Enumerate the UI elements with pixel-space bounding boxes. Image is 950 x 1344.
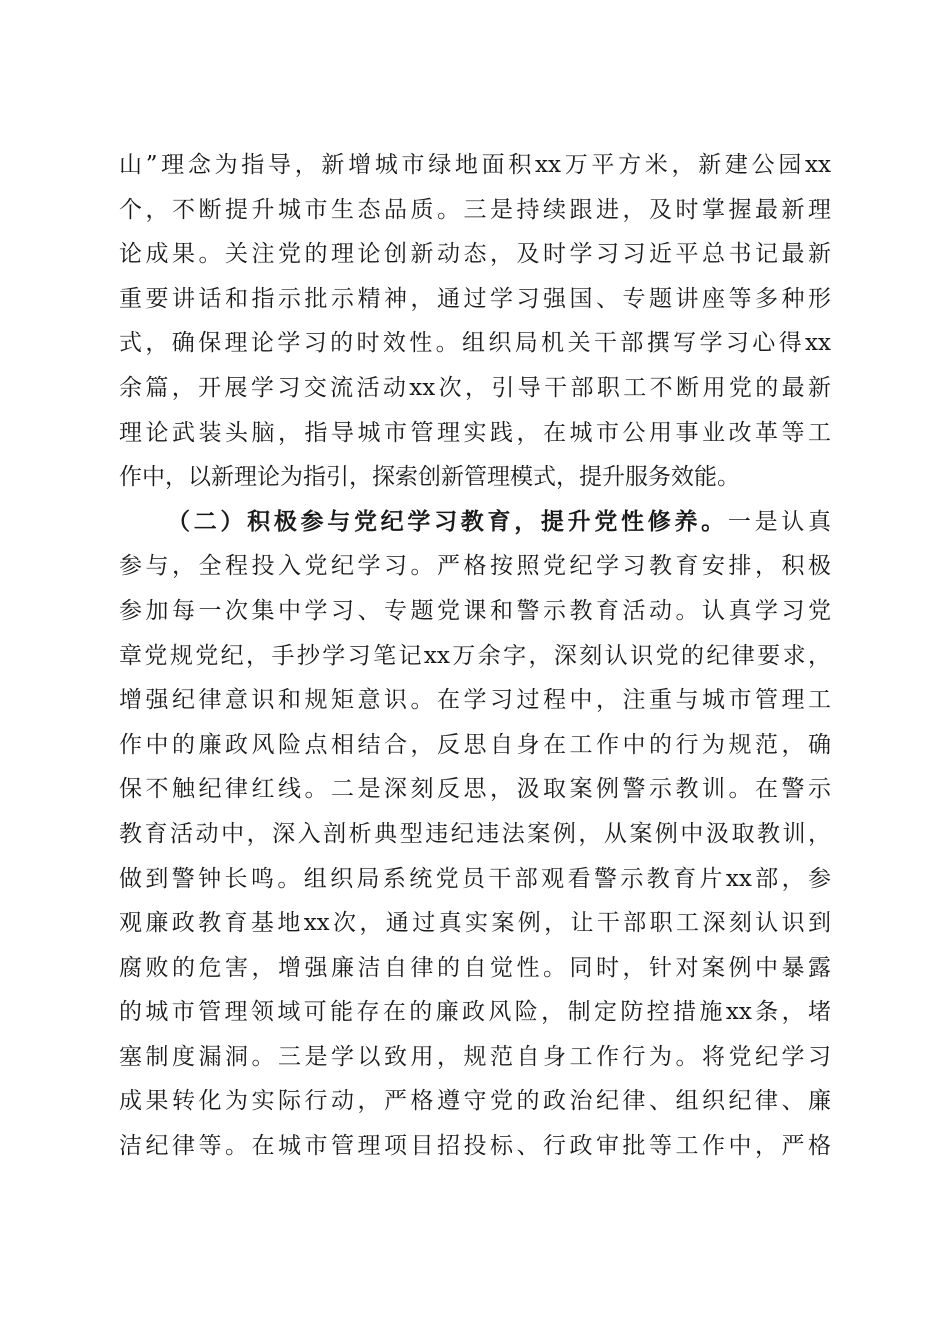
- paragraph-2-line: 塞制度漏洞。三是学以致用，规范自身工作行为。将党纪学习: [119, 1043, 831, 1070]
- paragraph-2-line: 教育活动中，深入剖析典型违纪违法案例，从案例中汲取教训，: [119, 820, 831, 847]
- paragraph-2-line: 做到警钟长鸣。组织局系统党员干部观看警示教育片xx部，参: [119, 865, 831, 892]
- paragraph-1: [119, 143, 831, 500]
- paragraph-2-first-line: [119, 500, 831, 545]
- paragraph-2-line: 章党规党纪，手抄学习笔记xx万余字，深刻认识党的纪律要求，: [119, 642, 831, 669]
- paragraph-2-line: 洁纪律等。在城市管理项目招投标、行政审批等工作中，严格: [119, 1133, 831, 1160]
- paragraph-2-line: 腐败的危害，增强廉洁自律的自觉性。同时，针对案例中暴露: [119, 954, 831, 981]
- paragraph-2-line: 成果转化为实际行动，严格遵守党的政治纪律、组织纪律、廉: [119, 1088, 831, 1115]
- paragraph-2-first-line-text: 一是认真: [727, 508, 831, 535]
- paragraph-2-line: 参与，全程投入党纪学习。严格按照党纪学习教育安排，积极: [119, 553, 831, 580]
- paragraph-2-line: 作中的廉政风险点相结合，反思自身在工作中的行为规范，确: [119, 731, 831, 758]
- paragraph-2-line: 观廉政教育基地xx次，通过真实案例，让干部职工深刻认识到: [119, 910, 831, 937]
- document-body: [119, 143, 831, 1169]
- paragraph-2-line: 保不触纪律红线。二是深刻反思，汲取案例警示教训。在警示: [119, 776, 831, 803]
- section-heading: （二）积极参与党纪学习教育，提升党性修养。: [167, 507, 728, 535]
- paragraph-2-line: 参加每一次集中学习、专题党课和警示教育活动。认真学习党: [119, 597, 831, 624]
- paragraph-1-line: 论成果。关注党的理论创新动态，及时学习习近平总书记最新: [119, 241, 831, 268]
- paragraph-2: [119, 500, 831, 1169]
- paragraph-2-line: 的城市管理领域可能存在的廉政风险，制定防控措施xx条，堵: [119, 999, 831, 1026]
- paragraph-1-line: 山”理念为指导，新增城市绿地面积xx万平方米，新建公园xx: [119, 152, 831, 178]
- paragraph-1-line: 重要讲话和指示批示精神，通过学习强国、专题讲座等多种形: [119, 285, 831, 312]
- paragraph-2-line: 增强纪律意识和规矩意识。在学习过程中，注重与城市管理工: [119, 687, 831, 714]
- paragraph-1-line: 理论武装头脑，指导城市管理实践，在城市公用事业改革等工: [119, 419, 831, 446]
- paragraph-1-line: 个，不断提升城市生态品质。三是持续跟进，及时掌握最新理: [119, 196, 831, 223]
- paragraph-1-line: 作中，以新理论为指引，探索创新管理模式，提升服务效能。: [119, 464, 740, 491]
- paragraph-1-line: 余篇，开展学习交流活动xx次，引导干部职工不断用党的最新: [119, 374, 831, 401]
- paragraph-1-line: 式，确保理论学习的时效性。组织局机关干部撰写学习心得xx: [119, 330, 831, 357]
